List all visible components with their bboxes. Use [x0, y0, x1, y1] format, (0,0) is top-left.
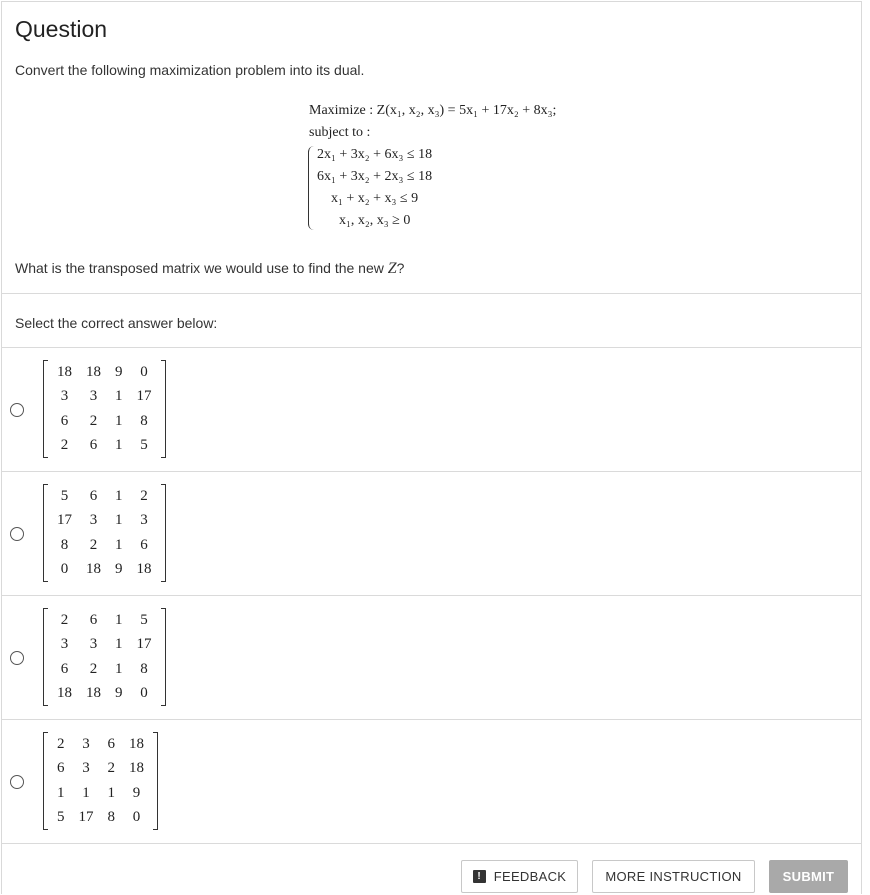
- matrix-cell: 2: [140, 487, 148, 504]
- matrix-cell: 5: [140, 611, 148, 628]
- answer-option-3[interactable]: [1, 596, 861, 720]
- matrix-left-bracket: [43, 360, 48, 458]
- question-title: Question: [15, 16, 108, 42]
- matrix-left-bracket: [43, 608, 48, 706]
- question-prompt: [15, 260, 404, 278]
- subject-to-label: subject to :: [309, 125, 371, 140]
- matrix-cell: 17: [136, 636, 152, 653]
- matrix-cell: 1: [82, 784, 90, 801]
- question-intro: Convert the following maximization problem into its dual.: [15, 62, 365, 78]
- matrix-cell: 9: [115, 363, 123, 380]
- answer-option-2[interactable]: [1, 472, 861, 596]
- matrix-cell: 0: [140, 685, 148, 702]
- matrix-cell: 0: [140, 363, 148, 380]
- more-instruction-label: MORE INSTRUCTION: [605, 869, 742, 884]
- matrix-cell: 9: [132, 784, 141, 801]
- radio-button[interactable]: [10, 651, 24, 665]
- matrix-cell: 18: [57, 685, 72, 702]
- matrix-cell: 2: [89, 412, 98, 429]
- matrix-cell: 1: [115, 660, 123, 677]
- matrix-right-bracket: [161, 360, 166, 458]
- matrix-cell: 2: [60, 437, 69, 454]
- matrix-cell: 18: [86, 363, 101, 380]
- matrix-cell: 18: [129, 735, 144, 752]
- matrix-cell: 2: [60, 611, 69, 628]
- more-instruction-button[interactable]: [592, 860, 755, 893]
- radio-button[interactable]: [10, 775, 24, 789]
- matrix-cell: 1: [115, 487, 123, 504]
- matrix: [43, 360, 166, 458]
- matrix-right-bracket: [153, 732, 158, 830]
- matrix-cell: 1: [115, 412, 123, 429]
- matrix-cell: 3: [89, 388, 98, 405]
- submit-label: SUBMIT: [782, 869, 835, 884]
- constraint-nonnegativity: x₁, x₂, x₃ ≥ 0: [339, 213, 411, 228]
- matrix-cell: 18: [136, 561, 152, 578]
- divider: [1, 843, 861, 844]
- answer-option-4[interactable]: [1, 720, 861, 844]
- prompt-variable: Z: [387, 260, 397, 277]
- matrix-cell: 3: [140, 512, 148, 529]
- matrix-cell: 6: [60, 412, 69, 429]
- matrix-cell: 5: [57, 809, 65, 826]
- matrix-cell: 1: [115, 512, 123, 529]
- matrix-cell: 18: [86, 685, 101, 702]
- feedback-button[interactable]: [461, 860, 578, 893]
- matrix-cell: 3: [82, 735, 90, 752]
- matrix-cell: 18: [86, 561, 101, 578]
- matrix-cell: 3: [82, 760, 90, 777]
- matrix: [43, 608, 166, 706]
- matrix-cell: 8: [140, 660, 148, 677]
- select-answer-label: Select the correct answer below:: [15, 315, 218, 331]
- constraint-3: x₁ + x₂ + x₃ ≤ 9: [331, 191, 419, 206]
- matrix-cell: 2: [89, 536, 98, 553]
- matrix-cell: 6: [107, 735, 115, 752]
- objective-function: Maximize : Z(x₁, x₂, x₃) = 5x₁ + 17x₂ + 8x₃;: [309, 103, 557, 118]
- matrix-cell: 1: [115, 611, 123, 628]
- matrix-cell: 17: [78, 809, 94, 826]
- matrix-cell: 6: [57, 760, 65, 777]
- matrix-cell: 6: [89, 487, 98, 504]
- matrix-cell: 5: [60, 487, 69, 504]
- feedback-flag-icon: !: [473, 870, 486, 883]
- constraint-1: 2x₁ + 3x₂ + 6x₃ ≤ 18: [317, 147, 433, 162]
- matrix-cell: 1: [107, 784, 115, 801]
- matrix-right-bracket: [161, 608, 166, 706]
- matrix-cell: 18: [129, 760, 144, 777]
- matrix-cell: 8: [60, 536, 69, 553]
- matrix-cell: 2: [57, 735, 65, 752]
- matrix-cell: 0: [60, 561, 69, 578]
- matrix-cell: 1: [115, 437, 123, 454]
- matrix-cell: 8: [140, 412, 148, 429]
- matrix-cell: 9: [115, 561, 123, 578]
- radio-button[interactable]: [10, 403, 24, 417]
- matrix-cell: 3: [89, 512, 98, 529]
- matrix-cell: 6: [89, 611, 98, 628]
- prompt-text: What is the transposed matrix we would use to find the new: [15, 260, 388, 276]
- submit-button[interactable]: [769, 860, 848, 893]
- matrix-left-bracket: [43, 732, 48, 830]
- divider: [1, 293, 861, 294]
- matrix: [43, 484, 166, 582]
- matrix-cell: 1: [115, 636, 123, 653]
- matrix-cell: 6: [60, 660, 69, 677]
- matrix-cell: 3: [60, 636, 69, 653]
- feedback-label: FEEDBACK: [493, 869, 567, 884]
- matrix-cell: 6: [140, 536, 148, 553]
- matrix-cell: 17: [57, 512, 72, 529]
- matrix-cell: 3: [89, 636, 98, 653]
- matrix-cell: 2: [89, 660, 98, 677]
- matrix-cell: 6: [89, 437, 98, 454]
- matrix-cell: 3: [60, 388, 69, 405]
- constraint-brace: [308, 146, 315, 230]
- matrix-cell: 17: [136, 388, 152, 405]
- answer-option-1[interactable]: [1, 348, 861, 472]
- matrix-left-bracket: [43, 484, 48, 582]
- matrix-cell: 2: [107, 760, 115, 777]
- prompt-end: ?: [396, 260, 405, 276]
- matrix-cell: 1: [57, 784, 65, 801]
- matrix-right-bracket: [161, 484, 166, 582]
- matrix-cell: 8: [107, 809, 115, 826]
- matrix-cell: 1: [115, 536, 123, 553]
- matrix-cell: 9: [115, 685, 123, 702]
- matrix-cell: 0: [132, 809, 141, 826]
- matrix-cell: 5: [140, 437, 148, 454]
- matrix-cell: 18: [57, 363, 72, 380]
- constraint-2: 6x₁ + 3x₂ + 2x₃ ≤ 18: [317, 169, 433, 184]
- lp-problem: [309, 100, 556, 232]
- matrix-cell: 1: [115, 388, 123, 405]
- radio-button[interactable]: [10, 527, 24, 541]
- matrix: [43, 732, 158, 830]
